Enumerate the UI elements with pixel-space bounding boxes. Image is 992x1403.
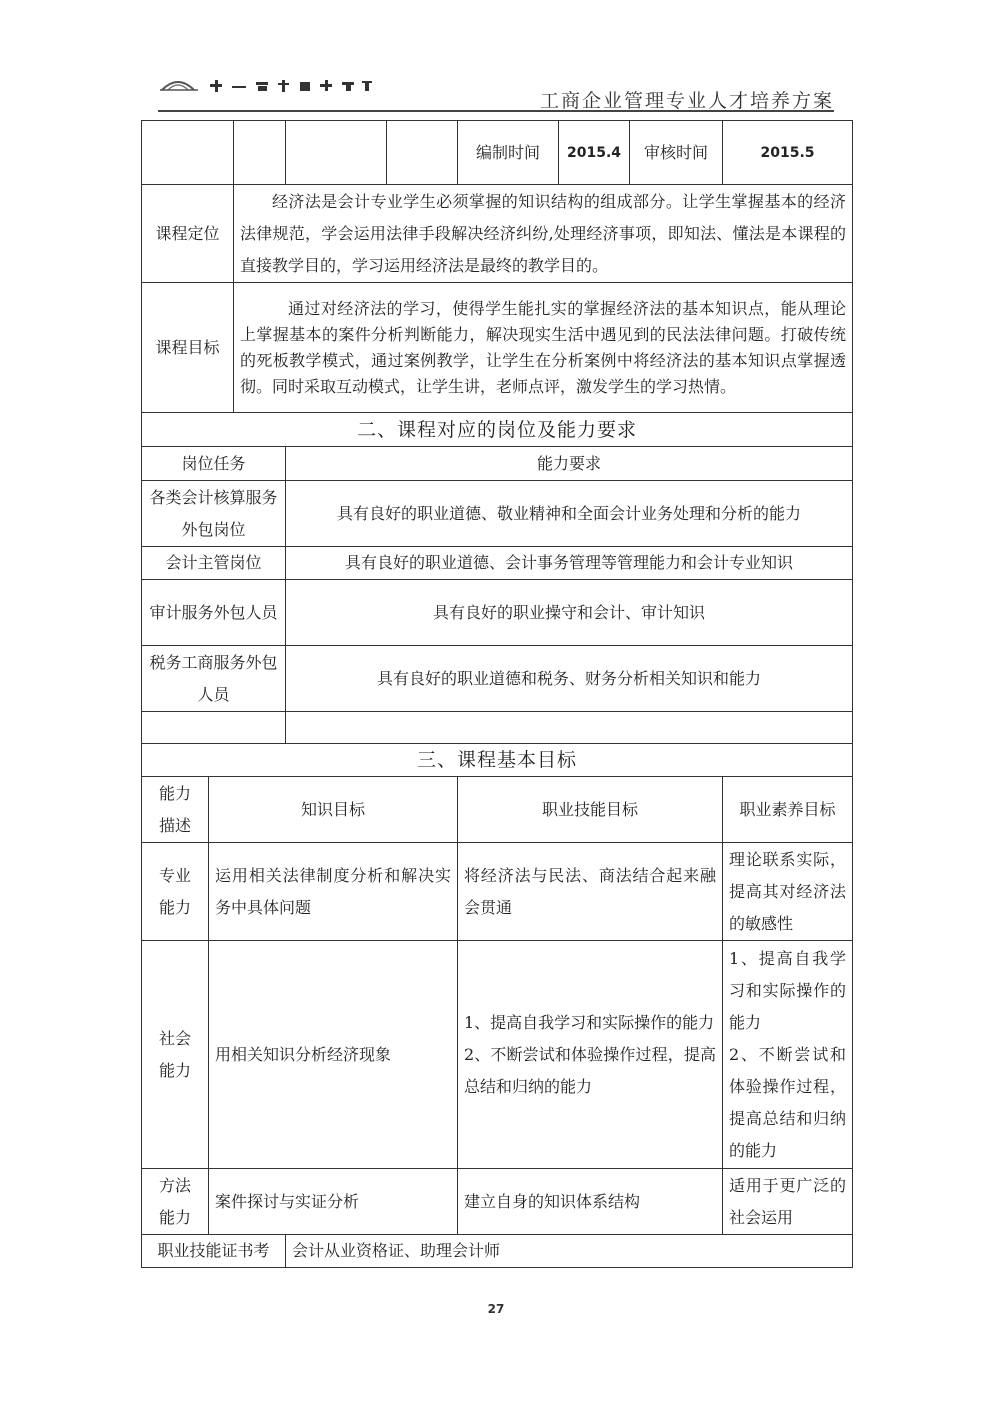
compile-time-label: 编制时间 <box>458 121 559 185</box>
col-skill-header: 职业技能目标 <box>458 777 723 843</box>
positioning-row <box>142 185 853 283</box>
table-row <box>142 843 853 941</box>
school-logo-icon <box>158 70 378 98</box>
ability-cell: 专业能力 <box>142 843 209 941</box>
quality-cell: 适用于更广泛的社会运用 <box>723 1169 853 1235</box>
quality-item: 2、不断尝试和体验操作过程，提高总结和归纳的能力 <box>729 1044 846 1160</box>
skill-item: 1、提高自我学习和实际操作的能力 <box>464 1012 715 1032</box>
col-knowledge-header: 知识目标 <box>209 777 458 843</box>
review-time-value: 2015.5 <box>723 121 853 185</box>
section3-title: 三、课程基本目标 <box>142 744 853 777</box>
knowledge-cell: 运用相关法律制度分析和解决实务中具体问题 <box>209 843 458 941</box>
page-header <box>158 64 834 114</box>
task-cell: 审计服务外包人员 <box>142 580 286 646</box>
course-plan-table <box>141 120 853 1268</box>
certificate-value: 会计从业资格证、助理会计师 <box>286 1235 853 1268</box>
table-row <box>142 1169 853 1235</box>
col-task-header: 岗位任务 <box>142 447 286 481</box>
skill-cell <box>458 941 723 1169</box>
positioning-label: 课程定位 <box>142 185 234 283</box>
header-rule <box>158 110 834 112</box>
col-ability-header: 能力描述 <box>142 777 209 843</box>
col-quality-header: 职业素养目标 <box>723 777 853 843</box>
skill-cell: 将经济法与民法、商法结合起来融会贯通 <box>458 843 723 941</box>
top-info-row <box>142 121 853 185</box>
page-number: 27 <box>487 1302 505 1316</box>
section2-title-row <box>142 413 853 447</box>
req-cell: 具有良好的职业操守和会计、审计知识 <box>286 580 853 646</box>
quality-item: 1、提高自我学习和实际操作的能力 <box>729 948 846 1032</box>
blank-cell <box>387 121 458 185</box>
section3-title-row <box>142 744 853 777</box>
blank-cell <box>142 121 234 185</box>
compile-time-value: 2015.4 <box>559 121 630 185</box>
section3-header-row <box>142 777 853 843</box>
table-row <box>142 547 853 580</box>
blank-cell <box>234 121 286 185</box>
skill-item: 2、不断尝试和体验操作过程，提高总结和归纳的能力 <box>464 1044 716 1096</box>
section2-header-row <box>142 447 853 481</box>
task-cell: 会计主管岗位 <box>142 547 286 580</box>
blank-cell <box>286 712 853 744</box>
knowledge-cell: 案件探讨与实证分析 <box>209 1169 458 1235</box>
blank-cell <box>142 712 286 744</box>
req-cell: 具有良好的职业道德、会计事务管理等管理能力和会计专业知识 <box>286 547 853 580</box>
ability-cell: 社会能力 <box>142 941 209 1169</box>
task-cell: 各类会计核算服务外包岗位 <box>142 481 286 547</box>
req-cell: 具有良好的职业道德、敬业精神和全面会计业务处理和分析的能力 <box>286 481 853 547</box>
objective-text: 通过对经济法的学习，使得学生能扎实的掌握经济法的基本知识点，能从理论上掌握基本的案件分析判断能力，解决现实生活中遇见到的民法法律问题。打破传统的死板教学模式，通过案例教学，让学生在分析案例中将经济法的基本知识点掌握透彻。同时采取互动模式，让学生讲，老师点评，激发学生的学习热情。 <box>234 283 853 413</box>
certificate-label: 职业技能证书考 <box>142 1235 286 1268</box>
req-cell: 具有良好的职业道德和税务、财务分析相关知识和能力 <box>286 646 853 712</box>
certificate-row <box>142 1235 853 1268</box>
table-row <box>142 580 853 646</box>
positioning-text: 经济法是会计专业学生必须掌握的知识结构的组成部分。让学生掌握基本的经济法律规范，学会运用法律手段解决经济纠纷,处理经济事项，即知法、懂法是本课程的直接教学目的，学习运用经济法是最终的教学目的。 <box>234 185 853 283</box>
quality-cell <box>723 941 853 1169</box>
table-row <box>142 941 853 1169</box>
ability-cell: 方法能力 <box>142 1169 209 1235</box>
knowledge-cell: 用相关知识分析经济现象 <box>209 941 458 1169</box>
skill-cell: 建立自身的知识体系结构 <box>458 1169 723 1235</box>
quality-cell: 理论联系实际，提高其对经济法的敏感性 <box>723 843 853 941</box>
section2-title: 二、课程对应的岗位及能力要求 <box>142 413 853 447</box>
col-req-header: 能力要求 <box>286 447 853 481</box>
table-row <box>142 646 853 712</box>
objective-label: 课程目标 <box>142 283 234 413</box>
empty-row <box>142 712 853 744</box>
review-time-label: 审核时间 <box>630 121 723 185</box>
task-cell: 税务工商服务外包人员 <box>142 646 286 712</box>
header-title: 工商企业管理专业人才培养方案 <box>539 90 834 112</box>
table-row <box>142 481 853 547</box>
objective-row <box>142 283 853 413</box>
blank-cell <box>286 121 387 185</box>
